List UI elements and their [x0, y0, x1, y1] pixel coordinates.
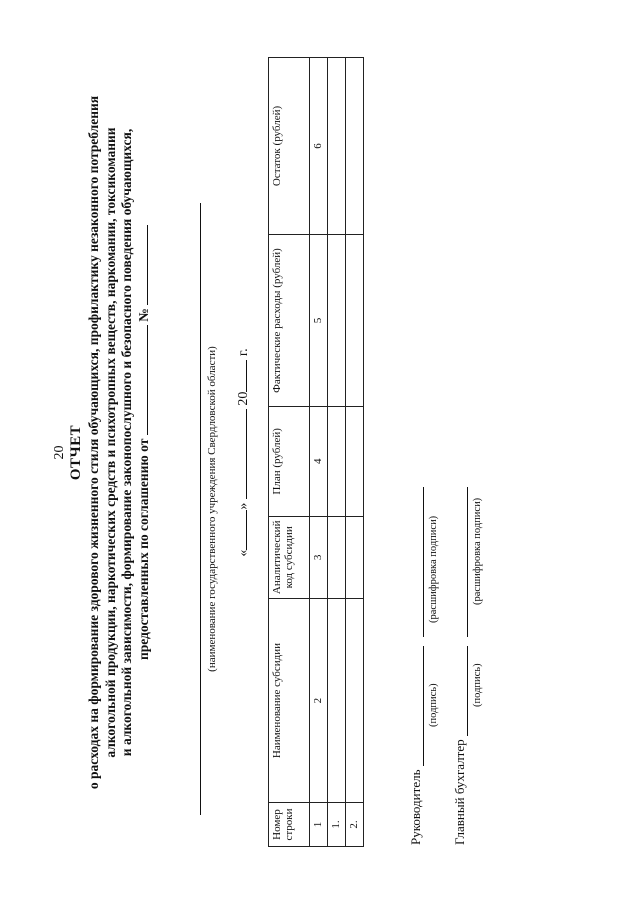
- heading-line-4: [136, 20, 153, 865]
- heading-line-1: о расходах на формирование здорового жизненного стиля обучающихся, профилактику незаконного потребления: [86, 95, 101, 790]
- accountant-sign-caption: (подпись): [472, 663, 483, 707]
- year-suffix: г.: [236, 348, 251, 357]
- month-field[interactable]: [246, 409, 247, 499]
- col-header-plan: План (рублей): [269, 407, 310, 516]
- table-cell: 3: [310, 516, 328, 599]
- table-cell[interactable]: [328, 58, 346, 235]
- accountant-decode-field[interactable]: [467, 487, 468, 637]
- head-decode-field[interactable]: [423, 487, 424, 637]
- accountant-label: Главный бухгалтер: [452, 739, 467, 845]
- heading-line-2: алкогольной продукции, наркотических средств и психотропных веществ, наркомании, токсикомании: [102, 127, 118, 758]
- organization-caption: (наименование государственного учреждения Свердловской области): [206, 346, 218, 672]
- table-cell: 2: [310, 599, 328, 803]
- number-sign: №: [135, 308, 151, 322]
- table-cell: 1: [310, 803, 328, 847]
- open-quote: «: [236, 549, 251, 557]
- accountant-decode-caption: (расшифровка подписи): [472, 497, 483, 605]
- col-header-remainder: Остаток (рублей): [269, 58, 310, 235]
- col-header-actual: Фактические расходы (рублей): [269, 234, 310, 406]
- accountant-signature-block: [452, 487, 468, 845]
- table-cell[interactable]: [346, 516, 364, 599]
- table-header-row: [269, 58, 310, 847]
- head-label: Руководитель: [408, 769, 423, 845]
- table-cell: 4: [310, 407, 328, 516]
- head-sign-field[interactable]: [423, 646, 424, 766]
- table-cell[interactable]: [328, 599, 346, 803]
- table-cell: 5: [310, 234, 328, 406]
- close-quote: »: [236, 502, 251, 510]
- agreement-prefix: предоставленных по соглашению от: [135, 438, 151, 661]
- document-title: ОТЧЕТ: [68, 424, 84, 481]
- table-cell[interactable]: [346, 407, 364, 516]
- day-field[interactable]: [246, 510, 247, 550]
- year-prefix: 20: [236, 391, 251, 406]
- table-cell: 6: [310, 58, 328, 235]
- table-row: [346, 58, 364, 847]
- col-header-row-number: Номер строки: [269, 803, 310, 847]
- report-date: [236, 0, 252, 905]
- table-row: [328, 58, 346, 847]
- table-cell[interactable]: [346, 234, 364, 406]
- document-heading: [86, 20, 152, 865]
- table-cell: 1.: [328, 803, 346, 847]
- col-header-subsidy-name: Наименование субсидии: [269, 599, 310, 803]
- head-sign-caption: (подпись): [428, 683, 439, 727]
- table-cell[interactable]: [346, 599, 364, 803]
- table-cell[interactable]: [328, 516, 346, 599]
- head-signature-block: [408, 487, 424, 845]
- agreement-date-field[interactable]: [147, 325, 148, 435]
- page-number: 20: [52, 445, 67, 460]
- organization-name-line[interactable]: [200, 203, 201, 815]
- table-cell[interactable]: [346, 58, 364, 235]
- heading-line-3: и алкогольной зависимости, формирование законопослушного и безопасного поведения обучающихся,: [119, 128, 134, 757]
- table-cell: 2.: [346, 803, 364, 847]
- report-table: [268, 57, 364, 847]
- agreement-number-field[interactable]: [147, 225, 148, 305]
- accountant-sign-field[interactable]: [467, 646, 468, 736]
- year-field[interactable]: [246, 360, 247, 392]
- table-cell[interactable]: [328, 234, 346, 406]
- table-row: [310, 58, 328, 847]
- head-decode-caption: (расшифровка подписи): [428, 515, 439, 623]
- table-cell[interactable]: [328, 407, 346, 516]
- col-header-analytic-code: Аналитический код субсидии: [269, 516, 310, 599]
